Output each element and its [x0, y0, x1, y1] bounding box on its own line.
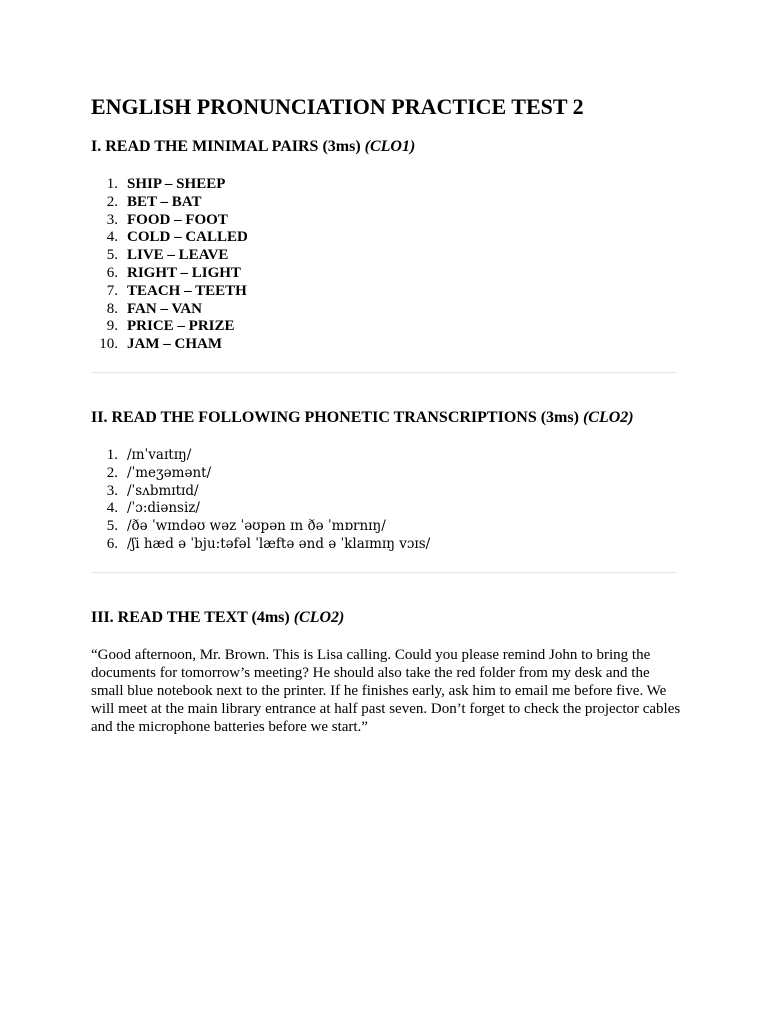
list-number: 5. — [106, 247, 118, 264]
list-item — [91, 483, 430, 501]
minimal-pair: BET – BAT — [127, 193, 202, 210]
list-item — [91, 465, 430, 483]
list-item — [91, 212, 248, 230]
list-number: 1. — [106, 447, 118, 463]
list-number: 5. — [106, 518, 118, 535]
section-divider — [91, 372, 677, 373]
list-item — [91, 247, 248, 265]
phonetic-transcription: /ɪnˈvaɪtɪŋ/ — [127, 447, 192, 463]
phonetic-transcription: /ʃi hæd ə ˈbju:təfəl ˈlæftə ənd ə ˈklaɪmɪŋ vɔɪs/ — [127, 535, 431, 552]
section-divider — [91, 572, 677, 573]
minimal-pair: PRICE – PRIZE — [127, 318, 235, 335]
minimal-pairs-list — [91, 176, 248, 354]
list-number: 1. — [106, 176, 118, 192]
list-item — [91, 283, 248, 301]
minimal-pair: FOOD – FOOT — [127, 211, 228, 228]
section-3-heading — [91, 609, 344, 627]
list-item — [91, 229, 248, 247]
section-1-heading — [91, 138, 415, 156]
reading-passage: “Good afternoon, Mr. Brown. This is Lisa calling. Could you please remind John to bring the documents for tomorrow’s meeting? He should also take the red folder from my desk and the small blue notebook next to the printer. If he finishes early, ask him to email me before five. We will meet at the main library entrance at half past seven. Don’t forget to check the projector cables and the microphone batteries before we start.” — [91, 647, 681, 735]
list-number: 6. — [106, 264, 118, 281]
minimal-pair: FAN – VAN — [127, 300, 203, 317]
list-number: 2. — [106, 464, 118, 481]
section-1-heading-text: I. READ THE MINIMAL PAIRS (3ms) — [91, 138, 361, 155]
phonetic-transcription: /ˈmeʒəmənt/ — [127, 464, 212, 481]
list-number: 4. — [106, 229, 118, 246]
phonetic-transcription: /ðə ˈwɪndəʊ wəz ˈəʊpən ɪn ðə ˈmɒrnɪŋ/ — [127, 518, 386, 535]
phonetic-transcription: /ˈsʌbmɪtɪd/ — [127, 482, 199, 499]
list-item — [91, 301, 248, 319]
list-number: 2. — [106, 193, 118, 210]
minimal-pair: RIGHT – LIGHT — [127, 264, 241, 281]
phonetic-transcription: /ˈɔ:diənsiz/ — [127, 500, 200, 517]
list-item — [91, 536, 430, 554]
section-2-clo: (CLO2) — [582, 409, 634, 426]
minimal-pair: TEACH – TEETH — [127, 282, 247, 299]
list-item — [91, 194, 248, 212]
list-item — [91, 336, 248, 354]
list-item — [91, 447, 430, 465]
list-item — [91, 518, 430, 536]
phonetic-transcriptions-list — [91, 447, 430, 554]
list-number: 9. — [106, 318, 118, 335]
list-item — [91, 500, 430, 518]
document-title: ENGLISH PRONUNCIATION PRACTICE TEST 2 — [91, 94, 584, 119]
minimal-pair: JAM – CHAM — [127, 336, 222, 353]
list-number: 7. — [106, 282, 118, 299]
section-3-heading-text: III. READ THE TEXT (4ms) — [91, 609, 290, 626]
list-item — [91, 176, 248, 194]
section-2-heading — [91, 409, 634, 427]
list-number: 3. — [106, 211, 118, 228]
list-number: 4. — [106, 500, 118, 517]
list-number: 10. — [99, 336, 118, 353]
section-2-heading-text: II. READ THE FOLLOWING PHONETIC TRANSCRIPTIONS (3ms) — [91, 409, 579, 426]
section-1-clo: (CLO1) — [364, 138, 416, 155]
list-number: 3. — [106, 482, 118, 499]
list-number: 8. — [106, 300, 118, 317]
minimal-pair: COLD – CALLED — [127, 229, 248, 246]
list-number: 6. — [106, 535, 118, 552]
section-3-clo: (CLO2) — [293, 609, 345, 626]
list-item — [91, 318, 248, 336]
list-item — [91, 265, 248, 283]
minimal-pair: SHIP – SHEEP — [127, 176, 226, 192]
minimal-pair: LIVE – LEAVE — [127, 247, 229, 264]
